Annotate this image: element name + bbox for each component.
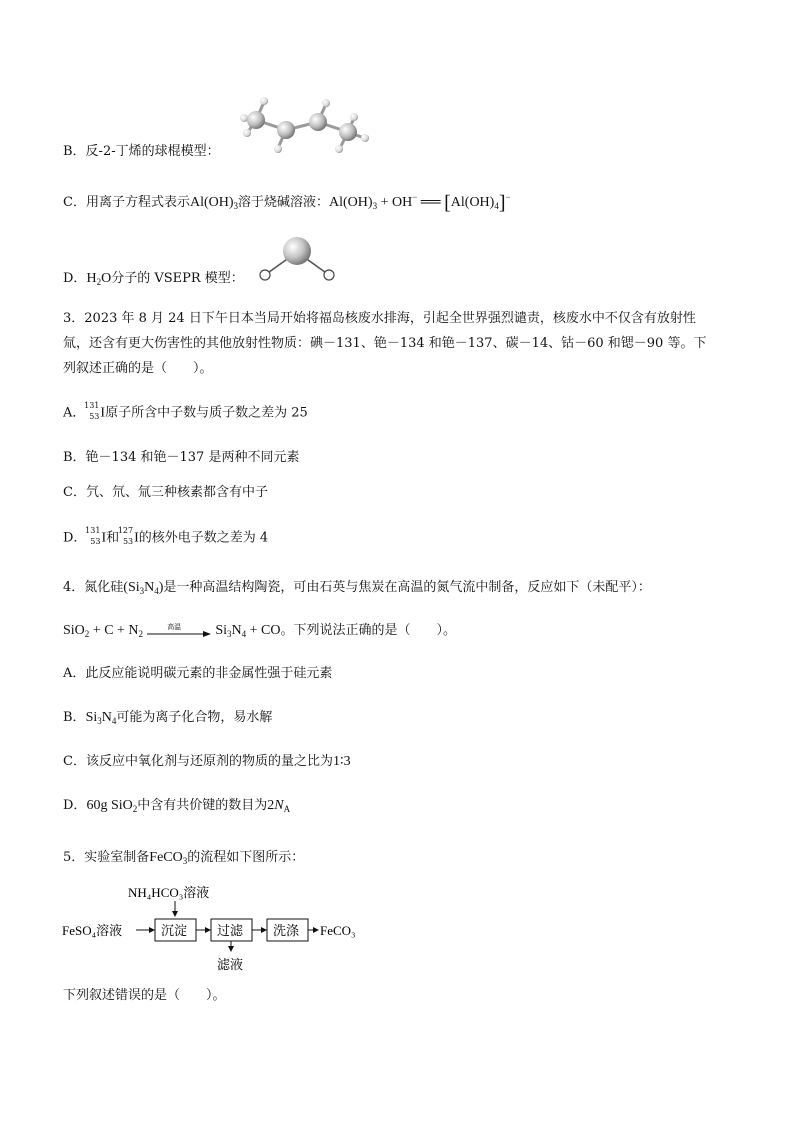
water-formula: $H_2O$ xyxy=(86,271,112,287)
q4-option-a: A．此反应能说明碳元素的非金属性强于硅元素 xyxy=(63,666,333,681)
feco3-preparation-flowchart xyxy=(62,883,372,975)
q2-option-d: D．$H_2O$分子的 VSEPR 模型： xyxy=(63,271,244,287)
flow-reagent-label: NH₄HCO₃溶液 xyxy=(128,885,210,900)
q5-question: 下列叙述错误的是（ ）。 xyxy=(63,988,226,1003)
trans-2-butene-ball-stick-model xyxy=(228,92,373,156)
q3-stem-line-2: 氚，还含有更大伤害性的其他放射性物质：碘－131、铯－134 和铯－137、碳－14、钴－60 和锶－90 等。下 xyxy=(63,336,707,351)
q4-option-c: C．该反应中氧化剂与还原剂的物质的量之比为1∶3 xyxy=(63,754,351,769)
flow-step-filter: 过滤 xyxy=(217,923,244,938)
flow-step-precipitate: 沉淀 xyxy=(161,923,188,938)
q4-option-d: D．60g SiO$_2$中含有共价键的数目为$2N_A$ xyxy=(63,798,291,814)
ionic-equation: $Al(OH)_3 + OH^-$ ══ $[Al(OH)_4]^-$ xyxy=(329,192,511,214)
q3-option-b: B．铯－134 和铯－137 是两种不同元素 xyxy=(63,450,300,465)
reactant-formula: $Al(OH)_3$ xyxy=(189,195,238,211)
q3-option-d: D． 131 53 I和 127 53 I的核外电子数之差为 4 xyxy=(63,526,269,546)
q4-stem: 4．氮化硅$(Si_3N_4)$是一种高温结构陶瓷，可由石英与焦炭在高温的氮气流中制备，反应如下（未配平）： xyxy=(63,580,651,596)
nuclide-notation-1: 131 53 xyxy=(85,526,101,546)
q3-option-a: A． 131 53 I原子所含中子数与质子数之差为 25 xyxy=(63,401,308,421)
flow-end-label: FeCO₃ xyxy=(320,923,356,938)
water-vsepr-model xyxy=(254,234,340,284)
q2-option-b-text: B．反-2-丁烯的球棍模型： xyxy=(63,144,220,159)
q3-stem-line-3: 列叙述正确的是（ ）。 xyxy=(63,361,213,376)
q4-equation: $SiO_2 + C + N_2$ 高温 $Si_3N_4$ + CO。下列说法正确的是（ ）。 xyxy=(63,622,456,639)
silicon-nitride-formula: $(Si_3N_4)$ xyxy=(123,580,164,596)
q2-option-c-text: C．用离子方程式表示 xyxy=(63,195,190,210)
q2-option-c: C．用离子方程式表示$Al(OH)_3$溶于烧碱溶液：$Al(OH)_3 + OH^-$ ══ $[Al(OH)_4]^-$ xyxy=(63,192,511,214)
q4-option-b: B．$Si_3N_4$可能为离子化合物，易水解 xyxy=(63,710,273,726)
q3-stem-line-1: 3．2023 年 8 月 24 日下午日本当局开始将福岛核废水排海，引起全世界强烈谴责，核废水中不仅含有放射性 xyxy=(63,311,696,326)
reaction-arrow: 高温 xyxy=(147,624,211,638)
flow-waste-label: 滤液 xyxy=(217,957,244,972)
flow-step-wash: 洗涤 xyxy=(273,923,300,938)
q3-option-c: C．氕、氘、氚三种核素都含有中子 xyxy=(63,485,268,500)
nuclide-notation: 131 53 xyxy=(84,401,100,421)
q2-option-b xyxy=(63,143,220,161)
flow-start-label: FeSO₄溶液 xyxy=(62,923,123,938)
nuclide-notation-2: 127 53 xyxy=(117,526,134,546)
q5-stem: 5．实验室制备FeCO$_3$的流程如下图所示： xyxy=(63,850,305,866)
